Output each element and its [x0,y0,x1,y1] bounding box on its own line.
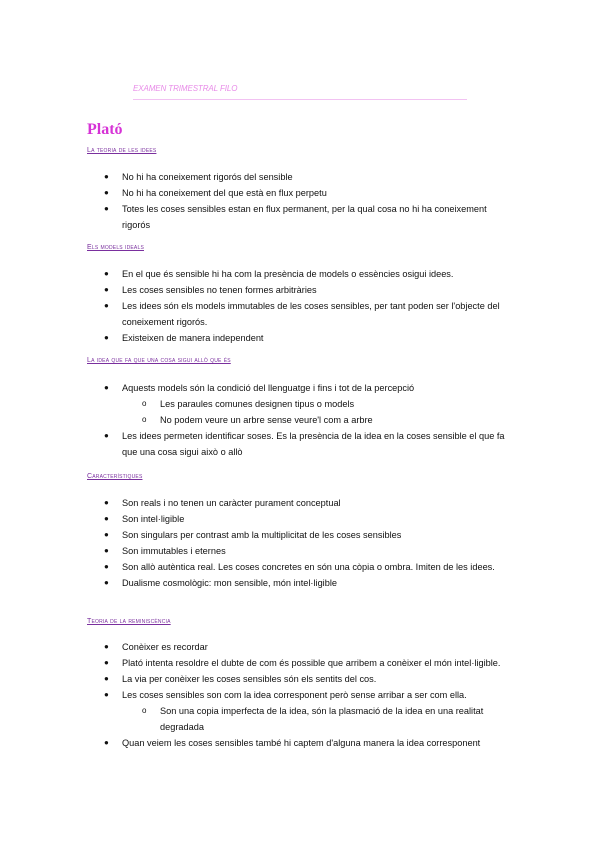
list-item: ● Son immutables i eternes [0,543,512,559]
bullet-icon: ● [104,383,109,392]
bullet-icon: ● [104,301,109,310]
list-item: ● Son singulars per contrast amb la multiplicitat de les coses sensibles [0,527,512,543]
document-title: Plató [87,121,123,138]
sub-list-item: o Son una copia imperfecta de la idea, són la plasmació de la idea en una realitat degradada [0,703,520,735]
circle-bullet-icon: o [142,415,147,424]
section-heading-reminiscencia: Teoria de la reminiscència [87,618,171,625]
header-divider [133,99,467,100]
list-item: ● Totes les coses sensibles estan en flux permanent, per la qual cosa no hi ha coneixement rigorós [0,201,512,233]
list-item: ● Plató intenta resoldre el dubte de com és possible que arribem a conèixer el món intel·ligible. [0,655,512,671]
section-heading-caracteristiques: Característiques [87,473,143,480]
bullet-icon: ● [104,578,109,587]
list-item: ● Son intel·ligible [0,511,512,527]
circle-bullet-icon: o [142,706,147,715]
bullet-icon: ● [104,674,109,683]
sub-list-item: o Les paraules comunes designen tipus o models [0,396,520,412]
bullet-icon: ● [104,285,109,294]
bullet-icon: ● [104,498,109,507]
section-list-idea-cosa [0,380,600,460]
section-list-models-ideals [0,266,600,346]
bullet-icon: ● [104,530,109,539]
sub-list-item: o No podem veure un arbre sense veure'l com a arbre [0,412,520,428]
section-heading-models-ideals: Els models ideals [87,244,144,251]
section-list-teoria-idees [0,169,600,233]
section-heading-teoria-idees: La teoria de les idees [87,147,157,154]
list-item: ● No hi ha coneixement del que està en flux perpetu [0,185,512,201]
list-item: ● Conèixer es recordar [0,639,512,655]
bullet-icon: ● [104,333,109,342]
list-item: ● Les idees permeten identificar soses. Es la presència de la idea en la coses sensible el que fa que una cosa sigui això o allò [0,428,512,460]
section-list-caracteristiques [0,495,600,591]
list-item: ● No hi ha coneixement rigorós del sensible [0,169,512,185]
list-item: ● Aquests models són la condició del llenguatge i fins i tot de la percepció [0,380,512,396]
list-item: ● Existeixen de manera independent [0,330,512,346]
list-item: ● Dualisme cosmològic: mon sensible, món intel·ligible [0,575,512,591]
page-header: EXAMEN TRIMESTRAL FILO [133,84,238,93]
list-item: ● La via per conèixer les coses sensibles són els sentits del cos. [0,671,512,687]
bullet-icon: ● [104,204,109,213]
bullet-icon: ● [104,562,109,571]
bullet-icon: ● [104,172,109,181]
list-item: ● Les idees són els models immutables de les coses sensibles, per tant poden ser l'objecte del coneixement rigorós. [0,298,512,330]
bullet-icon: ● [104,738,109,747]
bullet-icon: ● [104,546,109,555]
section-list-reminiscencia [0,639,600,751]
circle-bullet-icon: o [142,399,147,408]
list-item: ● Quan veiem les coses sensibles també hi captem d'alguna manera la idea corresponent [0,735,512,751]
list-item: ● Les coses sensibles son com la idea corresponent però sense arribar a ser com ella. [0,687,512,703]
section-heading-idea-cosa: La idea que fa que una cosa sigui allò que és [87,357,231,364]
list-item: ● Les coses sensibles no tenen formes arbitràries [0,282,512,298]
bullet-icon: ● [104,269,109,278]
list-item: ● En el que és sensible hi ha com la presència de models o essències osigui idees. [0,266,512,282]
list-item: ● Son allò autèntica real. Les coses concretes en són una còpia o ombra. Imiten de les idees. [0,559,512,575]
bullet-icon: ● [104,642,109,651]
bullet-icon: ● [104,188,109,197]
bullet-icon: ● [104,690,109,699]
bullet-icon: ● [104,431,109,440]
bullet-icon: ● [104,658,109,667]
list-item: ● Son reals i no tenen un caràcter purament conceptual [0,495,512,511]
bullet-icon: ● [104,514,109,523]
